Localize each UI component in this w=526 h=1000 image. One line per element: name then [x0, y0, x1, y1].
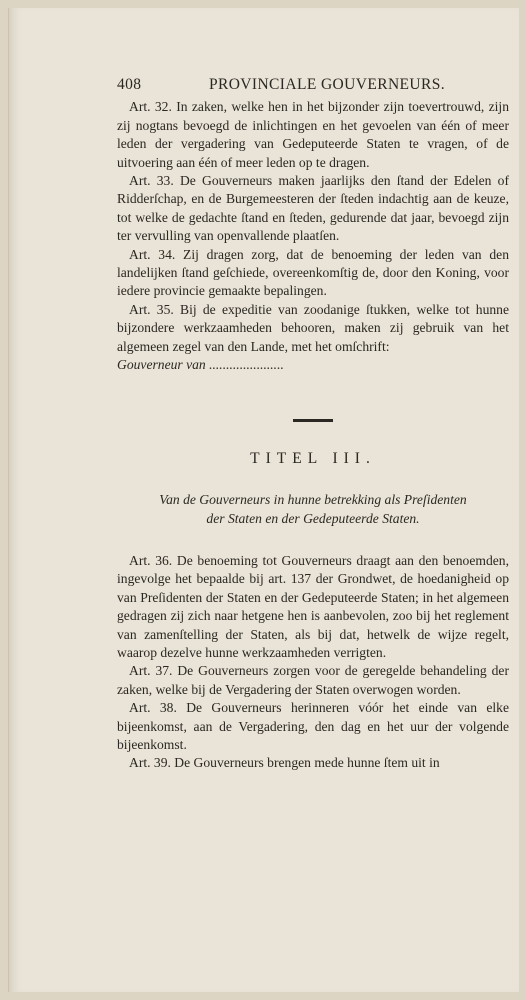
subtitle-line-1: Van de Gouverneurs in hunne betrekking als Preſidenten	[159, 491, 467, 507]
article-35-signature: Gouverneur van ......................	[117, 357, 284, 373]
article-32: Art. 32. In zaken, welke hen in het bijzonder zijn toevertrouwd, zijn zij nogtans bevoegd de inlichtingen en het gevoelen van één of meer leden der vergadering van Gedeputeerde Staten te vragen, of de uitvoering aan één of meer leden op te dragen.	[117, 99, 509, 170]
article-34: Art. 34. Zij dragen zorg, dat de benoeming der leden van den landelijken ſtand geſchiede, overeenkomſtig de, door den Koning, voor iedere provincie gemaakte bepalingen.	[117, 246, 509, 299]
page-header	[117, 76, 509, 94]
page-number: 408	[117, 76, 142, 93]
book-page	[8, 8, 519, 992]
subtitle-line-2: der Staten en der Gedeputeerde Staten.	[206, 510, 420, 526]
title-subtitle	[117, 490, 509, 528]
running-head: PROVINCIALE GOUVERNEURS.	[208, 76, 446, 93]
page-content	[117, 76, 509, 773]
article-37: Art. 37. De Gouverneurs zorgen voor de geregelde behandeling der zaken, welke bij de Vergadering der Staten overwogen worden.	[117, 663, 509, 697]
article-39: Art. 39. De Gouverneurs brengen mede hunne ſtem uit in	[129, 755, 440, 771]
article-35: Art. 35. Bij de expeditie van zoodanige ſtukken, welke tot hunne bijzondere werkzaamheden behooren, maken zij gebruik van het algemeen zegel van den Lande, met het omſchrift:	[117, 301, 509, 354]
article-36: Art. 36. De benoeming tot Gouverneurs draagt aan den benoemden, ingevolge het bepaalde bij art. 137 der Grondwet, de hoedanigheid op van Preſidenten der Staten en der Gedeputeerde Staten; in het algemeen gedragen zij zich naar hetgene hen is aanbevolen, zoo bij het reglement van zamenſtelling der Staten, als bij dat, hetwelk de wijze regelt, waarop dezelve hunne werkzaamheden verrigten.	[117, 552, 509, 660]
article-38: Art. 38. De Gouverneurs herinneren vóór het einde van elke bijeenkomst, aan de Vergadering, den dag en het uur der volgende bijeenkomst.	[117, 700, 509, 752]
article-33: Art. 33. De Gouverneurs maken jaarlijks den ſtand der Edelen of Ridderſchap, en de Burgemeesteren der ſteden indachtig aan de keuze, tot welke de gedachte ſtand en ſteden, gedurende dat jaar, bevoegd zijn ter vervulling van openvallende plaatſen.	[117, 173, 509, 244]
section-divider	[293, 419, 333, 422]
title-heading: TITEL III.	[250, 449, 376, 467]
